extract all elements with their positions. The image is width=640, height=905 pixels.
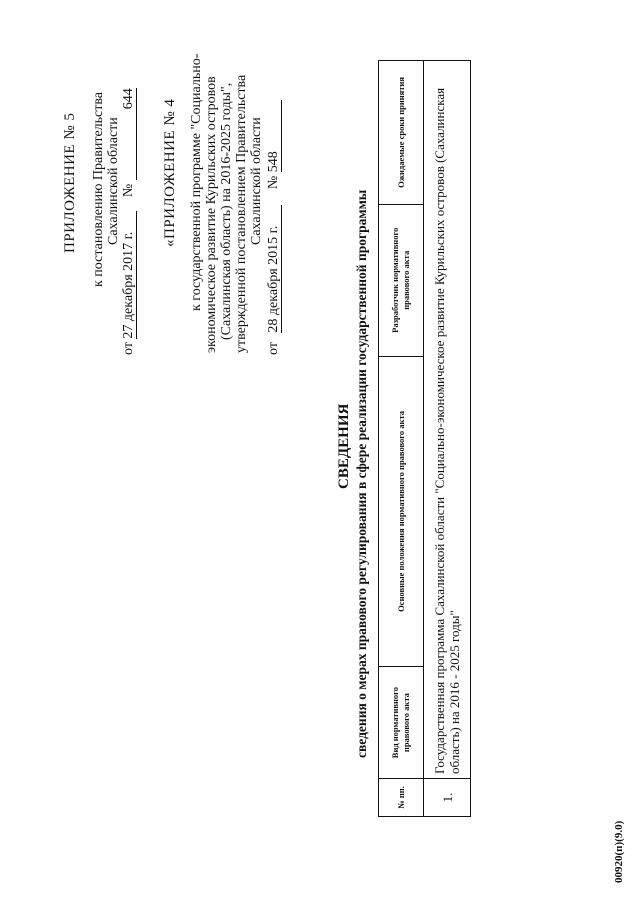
attachment-4-date-prefix: от (266, 342, 281, 355)
attachment-5-date-prefix: от (121, 342, 136, 355)
attachment-5-line2: Сахалинской области (106, 117, 121, 245)
attachment-4-number-label: № (266, 175, 281, 190)
document-code: 00920(п)(9.0) (613, 820, 625, 883)
attachment-4-line1: к государственной программе "Социально- (189, 53, 204, 311)
attachment-4-line5: Сахалинской области (249, 117, 264, 245)
attachment-4-line3: (Сахалинская область) на 2016-2025 годы", (219, 82, 234, 340)
attachment-5-title: ПРИЛОЖЕНИЕ № 5 (62, 112, 78, 253)
header-provisions: Основные положения нормативного правового акта (379, 356, 424, 666)
attachment-4-line2: экономическое развитие Курильских островов (204, 76, 219, 353)
row-program-text: Государственная программа Сахалинской области "Социально-экономическое развитие Курильских островов (Сахалинская область) на 2016 - 2025 годы" (424, 61, 471, 779)
header-num: № пп. (379, 779, 424, 817)
table-row (424, 61, 471, 817)
attachment-5-line1: к постановлению Правительства (91, 91, 106, 287)
attachment-5-number-label: № (121, 183, 136, 198)
regulation-measures-table (378, 60, 471, 817)
attachment-5-date-field: 27 декабря 2017 г. (122, 211, 137, 339)
row-num: 1. (424, 779, 471, 817)
attachment-4-date-line (266, 100, 282, 355)
header-developer: Разработчик нормативного правового акта (379, 204, 424, 356)
attachment-4-date-field: 28 декабря 2015 г. (267, 205, 282, 333)
header-type: Вид нормативного правового акта (379, 667, 424, 779)
attachment-4-title: «ПРИЛОЖЕНИЕ № 4 (162, 98, 178, 247)
document-heading: СВЕДЕНИЯ (336, 403, 352, 489)
header-deadline: Ожидаемые сроки принятия (379, 61, 424, 205)
document-subheading: сведения о мерах правового регулирования в сфере реализации государственной программы (354, 189, 369, 758)
attachment-4-number-field: 548 (267, 100, 282, 172)
attachment-5-number-field: 644 (122, 88, 137, 180)
table-header-row (379, 61, 424, 817)
attachment-4-line4: утвержденной постановлением Правительства (234, 74, 249, 353)
attachment-5-date-line (121, 88, 137, 355)
